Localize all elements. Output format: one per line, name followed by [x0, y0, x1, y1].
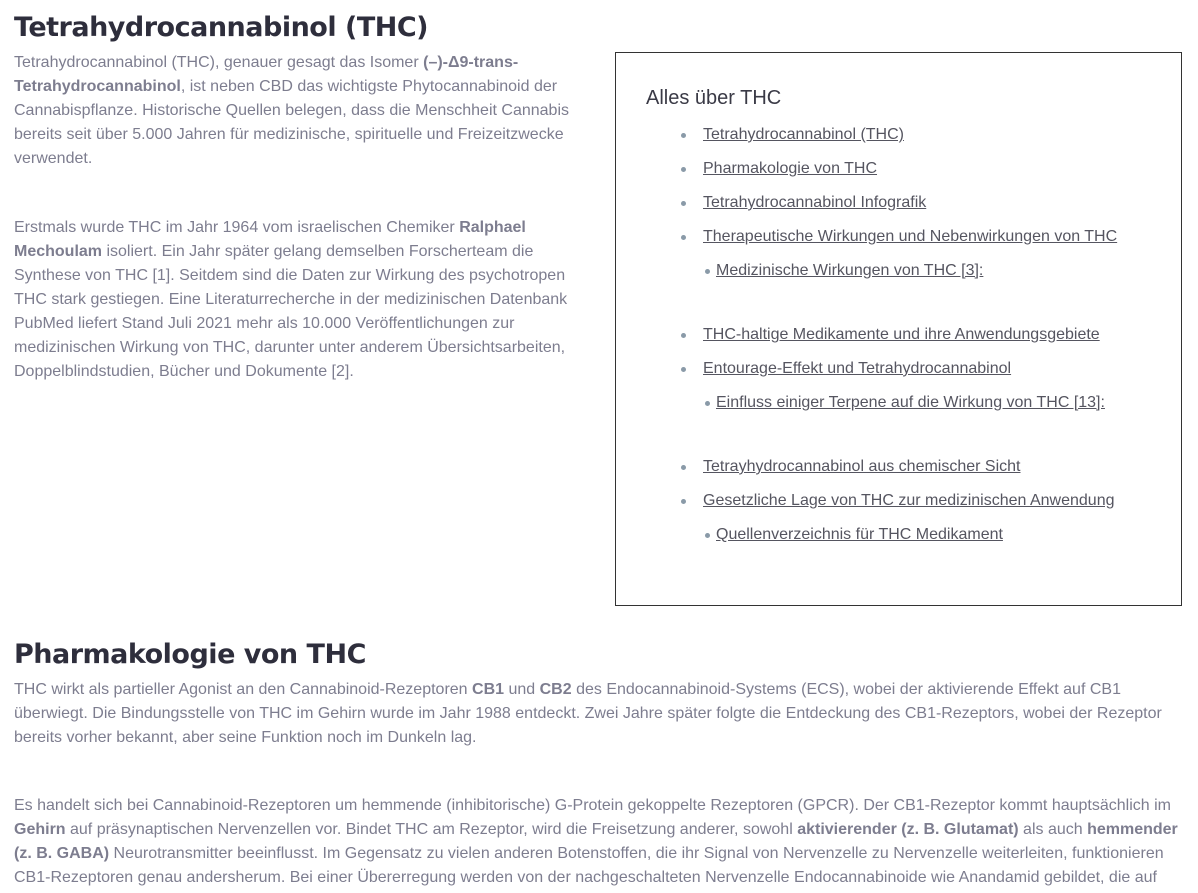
toc-bullet [681, 201, 686, 206]
toc-link-medizinische-wirkungen[interactable]: Medizinische Wirkungen von THC [3]: [716, 262, 984, 279]
toc-link-pharmakologie[interactable]: Pharmakologie von THC [703, 160, 878, 177]
intro-paragraph [14, 51, 584, 171]
cb2-label: CB2 [539, 681, 572, 698]
toc-bullet [681, 367, 686, 372]
toc-bullet [681, 235, 686, 240]
toc-link-quellen[interactable]: Quellenverzeichnis für THC Medikament [716, 526, 1003, 543]
toc-bullet [681, 499, 686, 504]
toc-link-entourage[interactable]: Entourage-Effekt und Tetrahydrocannabinol [703, 360, 1012, 377]
toc-link-thc[interactable]: Tetrahydrocannabinol (THC) [703, 126, 904, 143]
pharma2-text-3: als auch [1018, 821, 1088, 838]
toc-title: Alles über THC [646, 87, 782, 109]
pharma2-text-2: auf präsynaptischen Nervenzellen vor. Bindet THC am Rezeptor, wird die Freisetzung anderer, sowohl [65, 821, 798, 838]
chemist-name: Ralphael Mechoulam [14, 219, 526, 260]
pharmakologie-paragraph-1 [14, 678, 1184, 750]
pharma1-text-1: THC wirkt als partieller Agonist an den Cannabinoid-Rezeptoren [14, 681, 473, 698]
history-paragraph [14, 216, 584, 384]
pharma2-text-4: Neurotransmitter beeinflusst. Im Gegensatz zu vielen anderen Botenstoffen, die ihr Signal von Nervenzelle zu Nervenzelle weiterleiten, funktionieren CB1-Rezeptoren genau andersherum. Bei einer Übererregung werden von der nachgeschalteten Nervenzelle Endocannabinoide wie Anandamid gebildet, die auf [14, 845, 1164, 886]
pharmakologie-paragraph-2 [14, 794, 1189, 890]
toc-link-infografik[interactable]: Tetrahydrocannabinol Infografik [703, 194, 927, 211]
pharma2-text-1: Es handelt sich bei Cannabinoid-Rezeptoren um hemmende (inhibitorische) G-Protein gekoppelte Rezeptoren (GPCR). Der CB1-Rezeptor kommt hauptsächlich im [14, 797, 1171, 814]
cb1-label: CB1 [472, 681, 505, 698]
history-text-1: Erstmals wurde THC im Jahr 1964 vom israelischen Chemiker [14, 219, 460, 236]
toc-link-medikamente[interactable]: THC-haltige Medikamente und ihre Anwendungsgebiete [703, 326, 1100, 343]
toc-bullet [705, 269, 710, 274]
hemmend-label: hemmender (z. B. GABA) [14, 821, 1178, 862]
isomer-name: (–)-Δ9-trans-Tetrahydrocannabinol [14, 54, 519, 95]
toc-bullet [705, 533, 710, 538]
gehirn-label: Gehirn [14, 821, 66, 838]
toc-bullet [681, 167, 686, 172]
toc-link-terpene[interactable]: Einfluss einiger Terpene auf die Wirkung von THC [13]: [716, 394, 1105, 411]
toc-link-wirkungen[interactable]: Therapeutische Wirkungen und Nebenwirkungen von THC [703, 228, 1118, 245]
pharma1-text-2: und [504, 681, 540, 698]
pharma1-text-3: des Endocannabinoid-Systems (ECS), wobei der aktivierende Effekt auf CB1 überwiegt. Die Bindungsstelle von THC im Gehirn wurde im Jahr 1988 entdeckt. Zwei Jahre später folgte die Entdeckung des CB1-Rezeptors, wobei der Rezeptor bereits vorher bekannt, aber seine Funktion noch im Dunkeln lag. [14, 681, 1162, 746]
aktivierend-label: aktivierender (z. B. Glutamat) [797, 821, 1019, 838]
toc-bullet [681, 465, 686, 470]
toc-bullet [681, 133, 686, 138]
toc-link-chemie[interactable]: Tetrayhydrocannabinol aus chemischer Sicht [703, 458, 1021, 475]
intro-text-2: , ist neben CBD das wichtigste Phytocannabinoid der Cannabispflanze. Historische Quellen belegen, dass die Menschheit Cannabis bereits seit über 5.000 Jahren für medizinische, spirituelle und Freizeitzwecke verwendet. [14, 78, 569, 167]
history-text-2: isoliert. Ein Jahr später gelang demselben Forscherteam die Synthese von THC [1]. Seitdem sind die Daten zur Wirkung des psychotropen THC stark gestiegen. Eine Literaturrecherche in der medizinischen Datenbank PubMed liefert Stand Juli 2021 mehr als 10.000 Veröffentlichungen zur medizinischen Wirkung von THC, darunter unter anderem Übersichtsarbeiten, Doppelblindstudien, Bücher und Dokumente [2]. [14, 243, 568, 380]
toc-link-gesetzeslage[interactable]: Gesetzliche Lage von THC zur medizinischen Anwendung [703, 492, 1115, 509]
table-of-contents [615, 52, 1182, 606]
section-title-pharmakologie: Pharmakologie von THC [14, 639, 366, 670]
toc-bullet [681, 333, 686, 338]
page-title: Tetrahydrocannabinol (THC) [14, 12, 429, 43]
intro-text-1: Tetrahydrocannabinol (THC), genauer gesagt das Isomer [14, 54, 424, 71]
toc-bullet [705, 401, 710, 406]
